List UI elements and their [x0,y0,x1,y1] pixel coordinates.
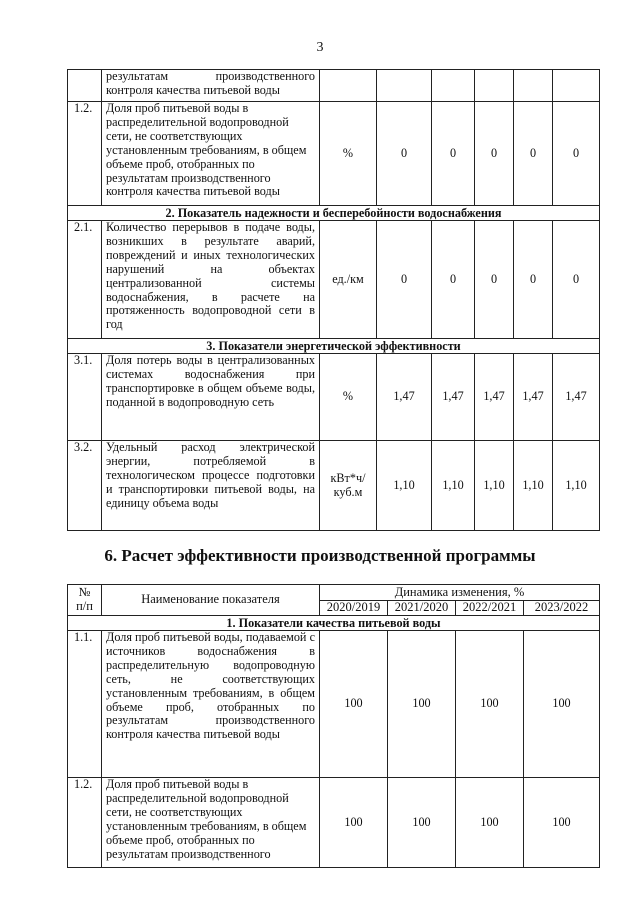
value: 100 [388,631,456,778]
table-row [68,354,600,441]
col-dynamics-header: Динамика изменения, % [320,585,600,601]
value: 1,10 [553,441,600,531]
section-heading: 6. Расчет эффективности производственной программы [104,546,536,565]
table-row [68,778,600,868]
value: 0 [432,102,475,206]
value: 1,10 [377,441,432,531]
section-row [68,339,600,354]
value: 100 [320,631,388,778]
table-row [68,631,600,778]
value: 1,47 [432,354,475,441]
section-title: 1. Показатели качества питьевой воды [68,616,600,631]
section-row [68,206,600,221]
unit: ед./км [320,221,377,339]
value: 1,47 [475,354,514,441]
year-header: 2021/2020 [388,601,456,616]
row-number: 1.1. [68,631,102,778]
value: 1,47 [514,354,553,441]
value: 0 [377,102,432,206]
value: 100 [456,778,524,868]
row-number: 3.2. [68,441,102,531]
col-name-header: Наименование показателя [102,585,320,616]
table-row [68,70,600,102]
value: 0 [553,221,600,339]
indicator-name: Удельный расход электрической энергии, потребляемой в технологическом процессе подготовки и транспортировки питьевой воды, на единицу объема воды [102,441,320,531]
page-number: 3 [316,40,324,55]
indicator-name: Доля проб питьевой воды в распределительной водопроводной сети, не соответствующих установленным требованиям, в общем объеме проб, отобранных по результатам производственного [102,778,320,868]
value: 100 [524,778,600,868]
table-row [68,441,600,531]
indicator-name: Количество перерывов в подаче воды, возникших в результате аварий, повреждений и иных технологических нарушений на объектах централизованной системы водоснабжения, в расчете на протяженность водопроводной сети в год [102,221,320,339]
year-header: 2023/2022 [524,601,600,616]
value: 100 [320,778,388,868]
header-row [68,585,600,601]
unit: % [320,102,377,206]
value: 0 [514,221,553,339]
col-number-header: № п/п [68,585,102,616]
indicator-name: Доля проб питьевой воды в распределительной водопроводной сети, не соответствующих установленным требованиям, в общем объеме проб, отобранных по результатам производственного контроля качества питьевой воды [102,102,320,206]
unit: кВт*ч/ куб.м [320,441,377,531]
value: 0 [475,102,514,206]
value: 100 [524,631,600,778]
value: 0 [553,102,600,206]
section-row [68,616,600,631]
value: 1,10 [475,441,514,531]
section-title: 2. Показатель надежности и бесперебойности водоснабжения [68,206,600,221]
table-row [68,221,600,339]
section-title: 3. Показатели энергетической эффективности [68,339,600,354]
value: 100 [388,778,456,868]
value: 0 [432,221,475,339]
unit: % [320,354,377,441]
row-number: 1.2. [68,778,102,868]
row-number: 2.1. [68,221,102,339]
value: 0 [377,221,432,339]
value: 1,10 [432,441,475,531]
value: 100 [456,631,524,778]
row-number: 1.2. [68,102,102,206]
row-number: 3.1. [68,354,102,441]
value: 0 [514,102,553,206]
indicator-name: Доля потерь воды в централизованных системах водоснабжения при транспортировке в общем объеме воды, поданной в водопроводную сеть [102,354,320,441]
value: 1,10 [514,441,553,531]
year-header: 2022/2021 [456,601,524,616]
indicator-name: Доля проб питьевой воды, подаваемой с источников водоснабжения в распределительную водопроводную сеть, не соответствующих установленным требованиям, в общем объеме проб, отобранных по результатам производственного контроля качества питьевой воды [102,631,320,778]
row-number [68,70,102,102]
table-row [68,102,600,206]
value: 0 [475,221,514,339]
indicators-table [67,69,600,531]
year-header: 2020/2019 [320,601,388,616]
value: 1,47 [377,354,432,441]
indicator-name: результатам производственного контроля качества питьевой воды [102,70,320,102]
efficiency-table [67,584,600,868]
value: 1,47 [553,354,600,441]
